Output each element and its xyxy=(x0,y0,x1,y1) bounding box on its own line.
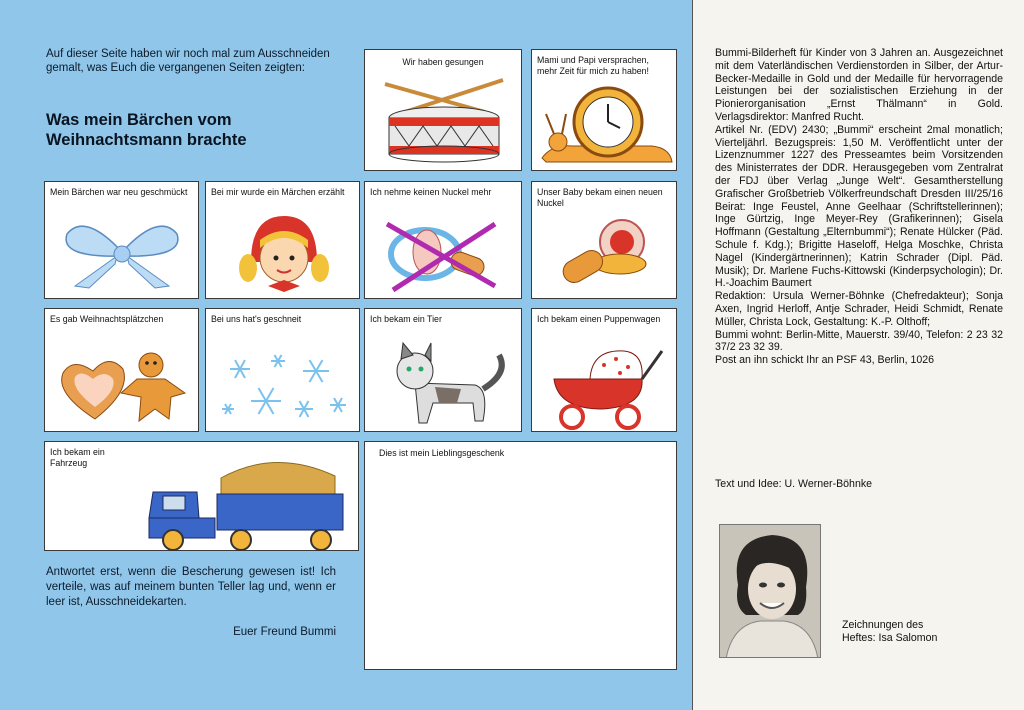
imprint-paragraph: Bummi-Bilderheft für Kinder von 3 Jahren an. Ausgezeichnet mit dem Vaterländischen Verdienstorden in Silber, der Artur-Becker-Medaille in Gold und der Medaille für hervorragende Leistungen bei der sozialistischen Erziehung in der Pionierorganisation „Ernst Thälmann“ in Gold. Verlagsdirektor: Manfred Rucht. xyxy=(715,47,1003,123)
drum-icon xyxy=(365,50,523,172)
card-label: Mami und Papi versprachen, mehr Zeit für mich zu haben! xyxy=(537,55,649,76)
signature: Euer Freund Bummi xyxy=(233,626,336,638)
card-label: Ich bekam einen Puppenwagen xyxy=(537,314,661,324)
outro-text: Antwortet erst, wenn die Bescherung gewesen ist! Ich verteile, was auf meinem bunten Teller lag und, wenn er leer ist, Ausschneidekarten. xyxy=(46,566,336,608)
card-fairytale[interactable] xyxy=(205,181,360,299)
card-pet[interactable] xyxy=(364,308,522,432)
card-label: Wir haben gesungen xyxy=(402,57,484,67)
truck-icon xyxy=(45,442,360,552)
imprint-paragraph: Artikel Nr. (EDV) 2430; „Bummi“ erscheint 2mal monatlich; Vierteljährl. Bezugspreis: 1,50 M. Veröffentlicht unter der Lizenznummer 1227 des Presseamtes beim Vorsitzenden des Ministerrates der DDR. Herausgegeben vom Zentralrat der FDJ über Verlag „Junge Welt“. Gesamtherstellung Grafischer Großbetrieb Völkerfreundschaft Dresden III/25/16 Beirat: Inge Feustel, Anne Geelhaar (Schriftstellerinnen); Inge Gürtzig, Inge Meyer-Rey (Grafikerinnen); Gisela Hoffmann (Gestaltung „Elternbummi“); Renate Hülcker (Päd. Schule f. Kdg.); Brigitte Haseloff, Helga Moschke, Christa Nagel (Kindergärtnerinnen); Katrin Schrader (Dipl. Päd. Musik); Dr. Marlene Fuchs-Kittowski (Kinderpsychologin); Dr. H.-Joachim Baumert xyxy=(715,123,1003,290)
card-label: Dies ist mein Lieblingsgeschenk xyxy=(379,448,505,458)
crossed-pacifier-icon xyxy=(365,182,523,300)
card-label: Es gab Weihnachtsplätzchen xyxy=(50,314,164,324)
card-label: Ich bekam ein Fahrzeug xyxy=(50,447,105,468)
card-label: Ich nehme keinen Nuckel mehr xyxy=(370,187,492,197)
cat-icon xyxy=(365,309,523,433)
card-new-pacifier[interactable] xyxy=(531,181,677,299)
author-credit: Text und Idee: U. Werner-Böhnke xyxy=(715,478,873,490)
card-label: Unser Baby bekam einen neuen Nuckel xyxy=(537,187,663,208)
pacifier-icon xyxy=(532,182,678,300)
little-red-riding-hood-icon xyxy=(206,182,361,300)
card-vehicle[interactable] xyxy=(44,441,359,551)
pram-icon xyxy=(532,309,678,433)
card-bow[interactable] xyxy=(44,181,199,299)
imprint-paragraph: Bummi wohnt: Berlin-Mitte, Mauerstr. 39/40, Telefon: 2 23 32 37/2 23 32 39. xyxy=(715,328,1003,354)
snowflakes-icon xyxy=(206,309,361,433)
card-no-pacifier[interactable] xyxy=(364,181,522,299)
intro-text: Auf dieser Seite haben wir noch mal zum Ausschneiden gemalt, was Euch die vergangenen Seiten zeigten: xyxy=(46,48,330,74)
card-singing[interactable] xyxy=(364,49,522,171)
right-page xyxy=(693,0,1024,710)
cookies-icon xyxy=(45,309,200,433)
page-headline: Was mein Bärchen vom Weihnachtsmann brachte xyxy=(46,111,247,149)
photo-caption: Zeichnungen des Heftes: Isa Salomon xyxy=(842,619,938,644)
card-time[interactable] xyxy=(531,49,677,171)
imprint-paragraph: Redaktion: Ursula Werner-Böhnke (Chefredakteur); Sonja Axen, Ingrid Herloff, Antje Schrader, Heidi Schmidt, Renate Müller, Christa Lock, Gestaltung: K.-P. Olthoff; xyxy=(715,290,1003,328)
card-pram[interactable] xyxy=(531,308,677,432)
bow-icon xyxy=(45,182,200,300)
snail-clock-icon xyxy=(532,50,678,172)
card-snow[interactable] xyxy=(205,308,360,432)
card-label: Ich bekam ein Tier xyxy=(370,314,442,324)
card-favorite-gift[interactable] xyxy=(364,441,677,670)
card-cookies[interactable] xyxy=(44,308,199,432)
imprint-text xyxy=(715,47,1003,367)
author-photo xyxy=(719,524,821,658)
card-label: Bei uns hat's geschneit xyxy=(211,314,302,324)
portrait-icon xyxy=(720,525,821,658)
card-label: Bei mir wurde ein Märchen erzählt xyxy=(211,187,345,197)
imprint-paragraph: Post an ihn schickt Ihr an PSF 43, Berlin, 1026 xyxy=(715,354,935,367)
card-label: Mein Bärchen war neu geschmückt xyxy=(50,187,188,197)
